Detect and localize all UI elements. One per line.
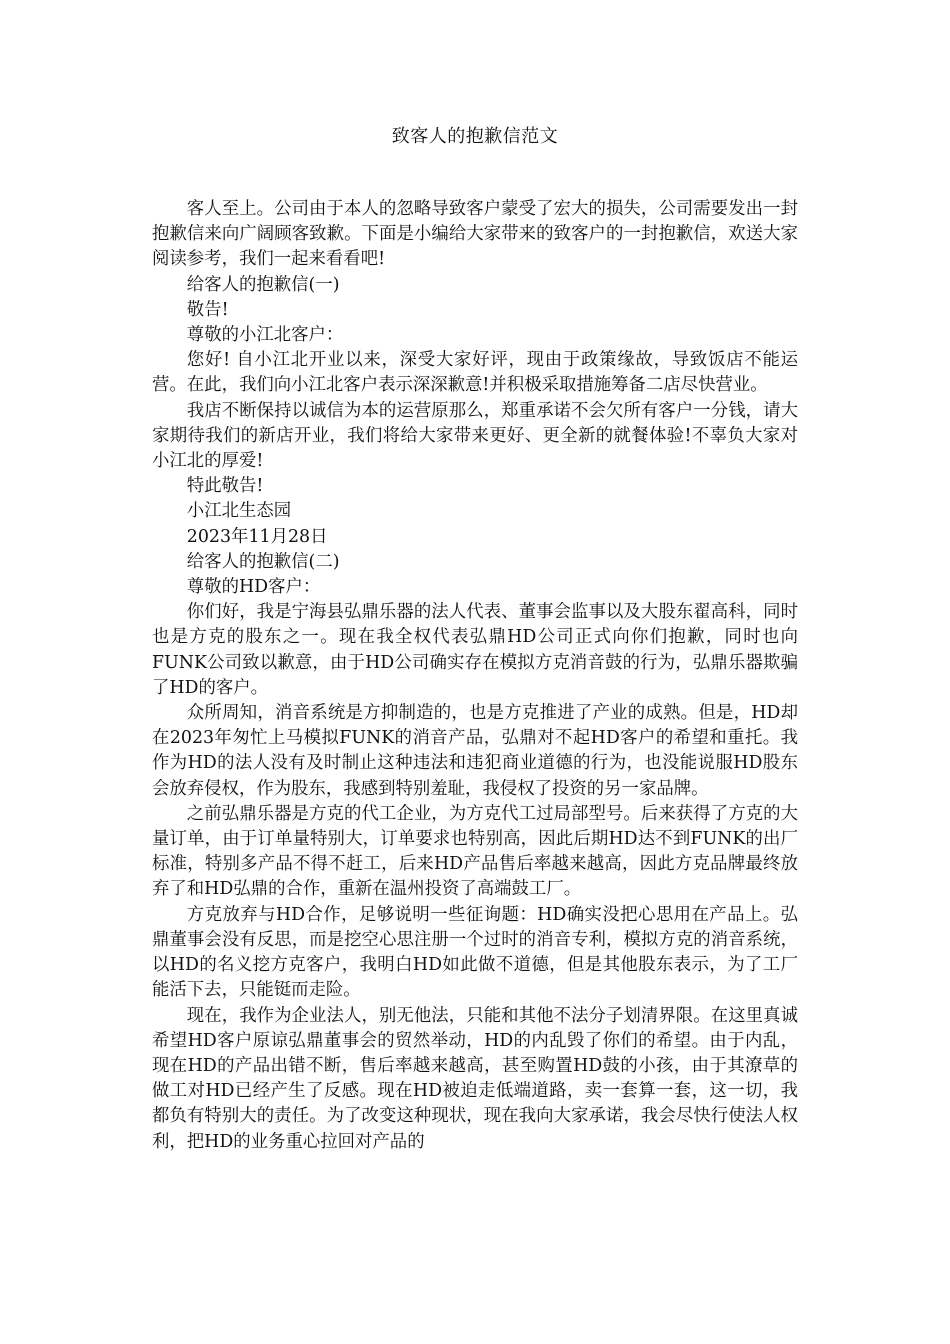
paragraph-intro: 客人至上。公司由于本人的忽略导致客户蒙受了宏大的损失，公司需要发出一封抱歉信来向广阔顾客致歉。下面是小编给大家带来的致客户的一封抱歉信，欢送大家阅读参考，我们一起来看看吧! <box>152 199 798 270</box>
paragraph-notice: 敬告! <box>186 299 229 320</box>
paragraph-salutation-2: 尊敬的HD客户： <box>186 577 321 598</box>
paragraph-signature-1: 小江北生态园 <box>186 501 292 522</box>
paragraph-letter-2-body-3: 之前弘鼎乐器是方克的代工企业，为方克代工过局部型号。后来获得了方克的大量订单，由于订单量特别大，订单要求也特别高，因此后期HD达不到FUNK的出厂标准，特别多产品不得不赶工，后来HD产品售后率越来越高，因此方克品牌最终放弃了和HD弘鼎的合作，重新在温州投资了高端鼓工厂。 <box>152 803 798 900</box>
paragraph-heading-letter-1: 给客人的抱歉信(一) <box>186 274 340 295</box>
paragraph-date-1: 2023年11月28日 <box>186 526 328 547</box>
paragraph-heading-letter-2: 给客人的抱歉信(二) <box>186 551 340 572</box>
paragraph-letter-2-body-1: 你们好，我是宁海县弘鼎乐器的法人代表、董事会监事以及大股东翟高科，同时也是方克的股东之一。现在我全权代表弘鼎HD公司正式向你们抱歉，同时也向FUNK公司致以歉意，由于HD公司确实存在模拟方克消音鼓的行为，弘鼎乐器欺骗了HD的客户。 <box>152 602 798 698</box>
paragraph-letter-2-body-2: 众所周知，消音系统是方抑制造的，也是方克推进了产业的成熟。但是，HD却在2023年匆忙上马模拟FUNK的消音产品，弘鼎对不起HD客户的希望和重托。我作为HD的法人没有及时制止这种违法和违犯商业道德的行为，也没能说服HD股东会放弃侵权，作为股东，我感到特别羞耻，我侵权了投资的另一家品牌。 <box>152 703 798 799</box>
paragraph-letter-2-body-5: 现在，我作为企业法人，别无他法，只能和其他不法分子划清界限。在这里真诚希望HD客户原谅弘鼎董事会的贸然举动，HD的内乱毁了你们的希望。由于内乱，现在HD的产品出错不断，售后率越来越高，甚至购置HD鼓的小孩，由于其潦草的做工对HD已经产生了反感。现在HD被迫走低端道路，卖一套算一套，这一切，我都负有特别大的责任。为了改变这种现状，现在我向大家承诺，我会尽快行使法人权利，把HD的业务重心拉回对产品的 <box>152 1005 798 1152</box>
document-body <box>152 197 798 1155</box>
paragraph-letter-2-body-4: 方克放弃与HD合作，足够说明一些征询题：HD确实没把心思用在产品上。弘鼎董事会没有反思，而是挖空心思注册一个过时的消音专利，模拟方克的消音系统，以HD的名义挖方克客户，我明白HD如此做不道德，但是其他股东表示，为了工厂能活下去，只能铤而走险。 <box>152 904 798 1001</box>
paragraph-closing-1: 特此敬告! <box>186 476 264 497</box>
paragraph-letter-1-body-1: 您好! 自小江北开业以来，深受大家好评，现由于政策缘故，导致饭店不能运营。在此，我们向小江北客户表示深深歉意!并积极采取措施筹备二店尽快营业。 <box>152 350 798 396</box>
paragraph-letter-1-body-2: 我店不断保持以诚信为本的运营原那么，郑重承诺不会欠所有客户一分钱，请大家期待我们的新店开业，我们将给大家带来更好、更全新的就餐体验!不辜负大家对小江北的厚爱! <box>152 400 798 472</box>
paragraph-salutation-1: 尊敬的小江北客户： <box>186 325 344 346</box>
document-title: 致客人的抱歉信范文 <box>391 126 559 147</box>
